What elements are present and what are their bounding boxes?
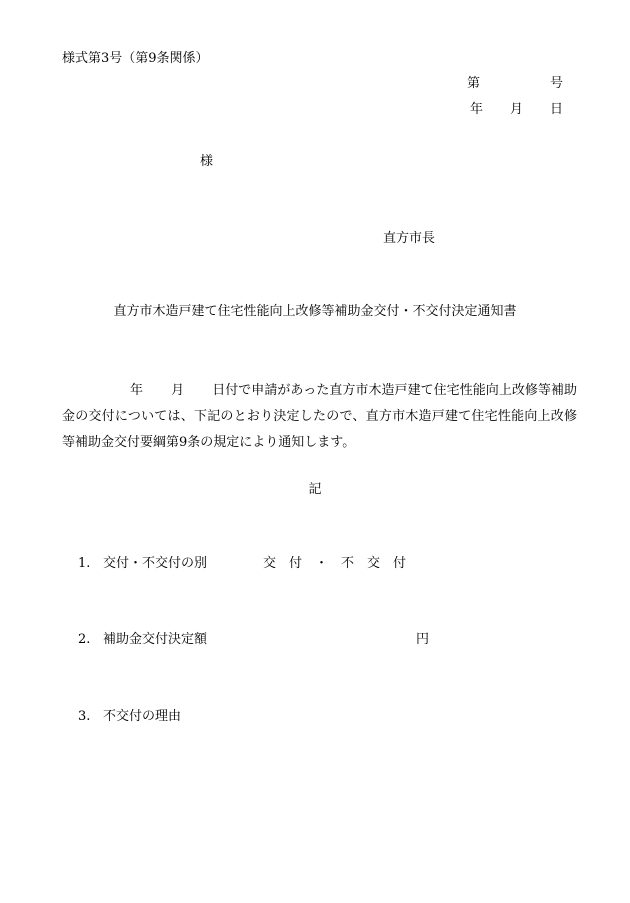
item-label: 交付・不交付の別 [103, 556, 208, 571]
date-day: 日 [549, 102, 563, 117]
item-label: 不交付の理由 [103, 709, 182, 724]
body-text: 日付で申請があった直方市木造戸建て住宅性能向上改修等補助金の交付については、下記のとおり決定したので、直方市木造戸建て住宅性能向上改修等補助金交付要綱第9条の規定により通知します。 [62, 383, 577, 450]
ki-heading: 記 [308, 482, 322, 497]
body-year: 年 [130, 383, 144, 398]
document-date-row [470, 103, 563, 116]
addressee-honorific: 様 [200, 154, 214, 169]
item-number: 1. [78, 556, 91, 571]
body-month: 月 [171, 383, 185, 398]
item-number: 3. [78, 709, 91, 724]
body-paragraph [62, 378, 577, 456]
document-number-row [467, 77, 563, 90]
item-amount [78, 633, 207, 646]
date-year: 年 [469, 102, 483, 117]
issuer-name: 直方市長 [383, 231, 436, 246]
document-title: 直方市木造戸建て住宅性能向上改修等補助金交付・不交付決定通知書 [113, 304, 517, 319]
item-label: 補助金交付決定額 [103, 632, 208, 647]
number-prefix: 第 [466, 76, 480, 91]
form-label: 様式第3号（第9条関係） [62, 51, 209, 66]
date-month: 月 [509, 102, 523, 117]
yen-unit: 円 [416, 632, 430, 647]
number-suffix: 号 [549, 76, 563, 91]
grant-choice: 交 付 ・ 不 交 付 [263, 556, 407, 571]
item-type [78, 557, 207, 570]
item-number: 2. [78, 632, 91, 647]
item-reason [78, 710, 181, 723]
